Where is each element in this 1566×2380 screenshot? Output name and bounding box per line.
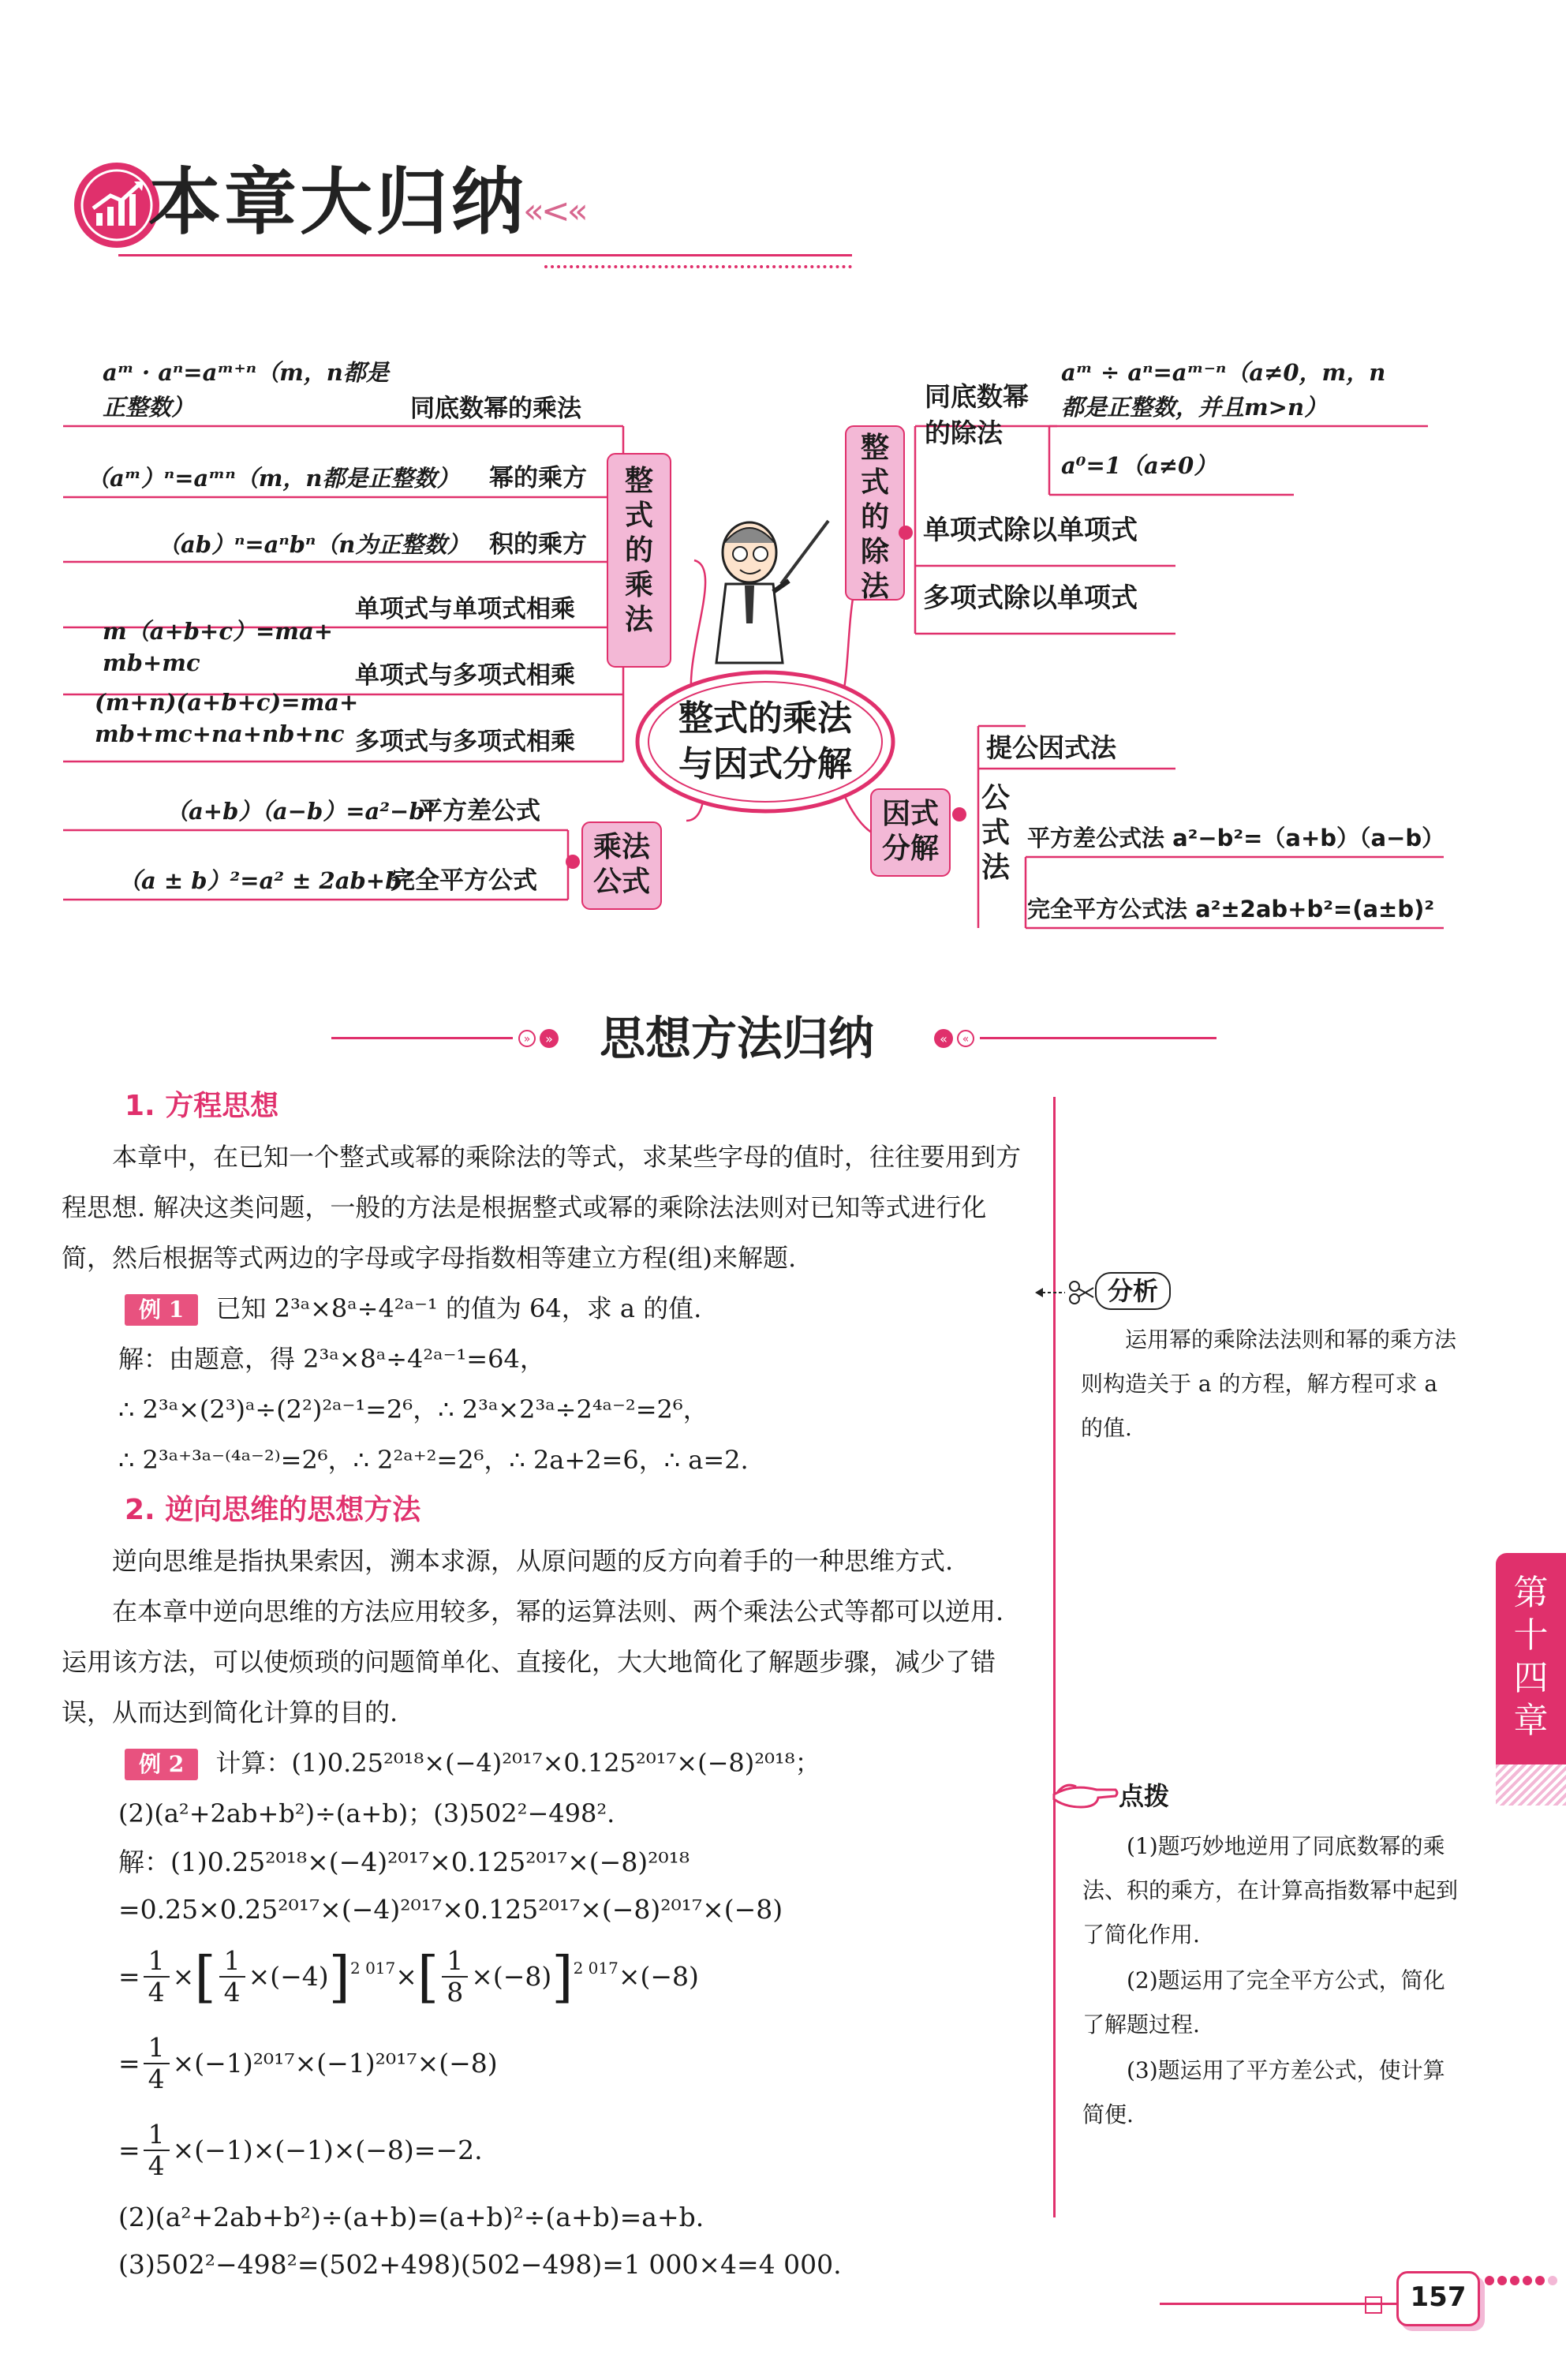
double-chevron-left-icon bbox=[931, 1027, 975, 1050]
s1-heading: 1. 方程思想 bbox=[125, 1090, 279, 1122]
s2-solution-6: (2)(a²+2ab+b²)÷(a+b)=(a+b)²÷(a+b)=a+b. bbox=[118, 2202, 705, 2232]
footer-dots bbox=[1483, 2274, 1562, 2290]
tip-label: 点拨 bbox=[1119, 1781, 1170, 1811]
rule-mono-poly: 单项式与多项式相乘 bbox=[355, 661, 575, 690]
chapter-header-title: 本章大归纳 bbox=[148, 160, 528, 245]
analysis-label: 分析 bbox=[1095, 1272, 1171, 1310]
factor-label: 因式 分解 bbox=[881, 798, 939, 865]
analysis-text: 运用幂的乘除法法则和幂的乘方法则构造关于 a 的方程，解方程可求 a 的值. bbox=[1081, 1327, 1457, 1441]
fraction-quarter: $\frac{1}{4}$ bbox=[144, 1946, 170, 2008]
s1-solution-1: 解：由题意，得 2³ᵃ×8ᵃ÷4²ᵃ⁻¹=64， bbox=[118, 1344, 545, 1374]
rule-mono-div-mono: 单项式除以单项式 bbox=[923, 515, 1138, 546]
s1-solution-2: ∴ 2³ᵃ×(2³)ᵃ÷(2²)²ᵃ⁻¹=2⁶，∴ 2³ᵃ×2³ᵃ÷2⁴ᵃ⁻²=2⁶， bbox=[118, 1394, 708, 1424]
rule-poly-poly: 多项式与多项式相乘 bbox=[355, 728, 575, 756]
header-dotted-line bbox=[544, 265, 852, 268]
rule-poly-div-mono: 多项式除以单项式 bbox=[923, 582, 1138, 614]
s1-example bbox=[125, 1283, 1032, 1334]
pointing-hand-icon bbox=[1049, 1776, 1120, 1815]
div-label: 整 式 的 除 法 bbox=[860, 432, 889, 603]
mult-label: 整 式 的 乘 法 bbox=[624, 465, 653, 636]
example2-line-2: (2)(a²+2ab+b²)÷(a+b)；(3)502²−498². bbox=[118, 1798, 615, 1828]
fraction-quarter-2: $\frac{1}{4}$ bbox=[144, 2033, 170, 2094]
example2-badge: 例 2 bbox=[125, 1749, 198, 1780]
rule-mono-poly-formula: m（a+b+c）=ma+ mb+mc bbox=[103, 618, 334, 676]
factor-common: 提公因式法 bbox=[986, 732, 1116, 763]
example1-text: 已知 2³ᵃ×8ᵃ÷4²ᵃ⁻¹ 的值为 64，求 a 的值. bbox=[215, 1293, 702, 1323]
chapter-header bbox=[69, 150, 890, 268]
rule-same-base-mult-formula: aᵐ · aⁿ=aᵐ⁺ⁿ（m，n都是 正整数） bbox=[103, 359, 389, 421]
s2-solution-3: = $\frac{1}{4}$ × [ $\frac{1}{4}$ ×(−4) ] $^{2 017}$ × [ $\frac{1}{8}$ ×(−8) ] $^{2 017}$ ×(−8) bbox=[118, 1944, 699, 2009]
fraction-eighth: $\frac{1}{8}$ bbox=[442, 1946, 468, 2008]
svg-text:«: « bbox=[962, 1033, 970, 1046]
example1-badge: 例 1 bbox=[125, 1294, 198, 1326]
tip-text-2: (2)题运用了完全平方公式，简化了解题过程. bbox=[1082, 1967, 1445, 2038]
page-number bbox=[1396, 2271, 1480, 2326]
double-chevron-right-icon bbox=[518, 1027, 562, 1050]
page-number-text: 157 bbox=[1410, 2281, 1467, 2313]
chapter-header-arrows: «<« bbox=[523, 191, 585, 231]
s2-solution-7: (3)502²−498²=(502+498)(502−498)=1 000×4=4 000. bbox=[118, 2249, 842, 2280]
s2-solution-5: = $\frac{1}{4}$ ×(−1)×(−1)×(−8)=−2. bbox=[118, 2119, 483, 2181]
svg-text:«: « bbox=[940, 1031, 947, 1046]
footer-rule bbox=[1160, 2303, 1396, 2305]
s2-paragraph-1: 逆向思维是指执果索因，溯本求源，从原问题的反方向着手的一种思维方式. bbox=[112, 1546, 954, 1576]
formula-label: 乘法 公式 bbox=[592, 831, 650, 898]
section-rule-right bbox=[980, 1037, 1217, 1039]
rule-same-base-div: 同底数幂 的除法 bbox=[925, 381, 1029, 448]
header-underline bbox=[118, 254, 852, 256]
rule-power-of-product-formula: （ab）ⁿ=aⁿbⁿ（n为正整数） bbox=[158, 531, 470, 558]
footer-square bbox=[1365, 2296, 1382, 2314]
scissors-icon bbox=[1033, 1278, 1097, 1307]
section-title: 思想方法归纳 bbox=[600, 1012, 875, 1065]
rule-power-of-product: 积的乘方 bbox=[489, 530, 587, 559]
s1-solution-3: ∴ 2³ᵃ⁺³ᵃ⁻⁽⁴ᵃ⁻²⁾=2⁶，∴ 2²ᵃ⁺²=2⁶，∴ 2a+2=6，∴ a=2. bbox=[118, 1445, 749, 1475]
fraction-quarter-3: $\frac{1}{4}$ bbox=[144, 2120, 170, 2181]
fraction-quarter-inner: $\frac{1}{4}$ bbox=[219, 1946, 245, 2008]
mindmap bbox=[0, 331, 1566, 963]
section-title-bar bbox=[331, 1010, 1223, 1073]
example2-line-1: 计算：(1)0.25²⁰¹⁸×(−4)²⁰¹⁷×0.125²⁰¹⁷×(−8)²⁰¹⁸； bbox=[215, 1748, 820, 1778]
diff-squares-name: 平方差公式 bbox=[418, 797, 540, 825]
tip-text-1: (1)题巧妙地逆用了同底数幂的乘法、积的乘方，在计算高指数幂中起到了简化作用. bbox=[1082, 1833, 1459, 1948]
s2-heading: 2. 逆向思维的思想方法 bbox=[125, 1494, 421, 1526]
rule-mono-mono: 单项式与单项式相乘 bbox=[355, 595, 575, 623]
rule-poly-poly-formula: (m+n)(a+b+c)=ma+ mb+mc+na+nb+nc bbox=[95, 689, 359, 747]
teacher-icon bbox=[694, 505, 836, 671]
s2-solution-2: =0.25×0.25²⁰¹⁷×(−4)²⁰¹⁷×0.125²⁰¹⁷×(−8)²⁰¹⁷×(−8) bbox=[118, 1894, 783, 1925]
chapter-tab-label: 第 十 四 章 bbox=[1513, 1573, 1549, 1741]
rule-zero-exponent: a⁰=1（a≠0） bbox=[1061, 452, 1217, 479]
rule-power-of-power-formula: （aᵐ）ⁿ=aᵐⁿ（m，n都是正整数） bbox=[87, 465, 460, 492]
dots-icon bbox=[1483, 2274, 1562, 2287]
mindmap-center: 整式的乘法 与因式分解 bbox=[678, 698, 852, 784]
rule-same-base-div-formula: aᵐ ÷ aⁿ=aᵐ⁻ⁿ（a≠0，m，n 都是正整数，并且m>n） bbox=[1061, 359, 1386, 421]
perfect-square-formula: （a ± b）²=a² ± 2ab+b² bbox=[118, 867, 412, 894]
s2-paragraph-2: 在本章中逆向思维的方法应用较多，幂的运算法则、两个乘法公式等都可以逆用. 运用该方法，可以使烦琐的问题简单化、直接化，大大地简化了解题步骤，减少了错误，从而达到简化计算的目的. bbox=[62, 1596, 1004, 1727]
factor-diff-squares: 平方差公式法 a²−b²=（a+b）（a−b） bbox=[1027, 825, 1445, 851]
s2-solution-1: 解：(1)0.25²⁰¹⁸×(−4)²⁰¹⁷×0.125²⁰¹⁷×(−8)²⁰¹⁸ bbox=[118, 1847, 690, 1877]
s1-paragraph: 本章中，在已知一个整式或幂的乘除法的等式，求某些字母的值时，往往要用到方程思想. 解决这类问题，一般的方法是根据整式或幂的乘除法法则对已知等式进行化简，然后根据等式两边的字母或字母指数相等建立方程(组)来解题. bbox=[62, 1142, 1022, 1273]
chapter-tab-stripes bbox=[1496, 1764, 1566, 1806]
svg-text:»: » bbox=[545, 1031, 553, 1046]
rule-same-base-mult: 同底数幂的乘法 bbox=[410, 395, 581, 423]
s2-example bbox=[125, 1738, 1032, 1788]
formula-method-label: 公 式 法 bbox=[981, 782, 1010, 884]
factor-perfect-square: 完全平方公式法 a²±2ab+b²=(a±b)² bbox=[1027, 896, 1435, 922]
tip-text-3: (3)题运用了平方差公式，使计算简便. bbox=[1082, 2057, 1445, 2127]
svg-text:»: » bbox=[523, 1033, 531, 1046]
diff-squares-formula: （a+b）（a−b）=a²−b² bbox=[166, 798, 435, 825]
rule-power-of-power: 幂的乘方 bbox=[489, 464, 587, 492]
s2-solution-4: = $\frac{1}{4}$ ×(−1)²⁰¹⁷×(−1)²⁰¹⁷×(−8) bbox=[118, 2032, 498, 2094]
section-rule-left bbox=[331, 1037, 513, 1039]
main-content bbox=[62, 1081, 1032, 2288]
perfect-square-name: 完全平方公式 bbox=[391, 866, 537, 895]
sidebar-divider bbox=[1053, 1097, 1056, 2217]
